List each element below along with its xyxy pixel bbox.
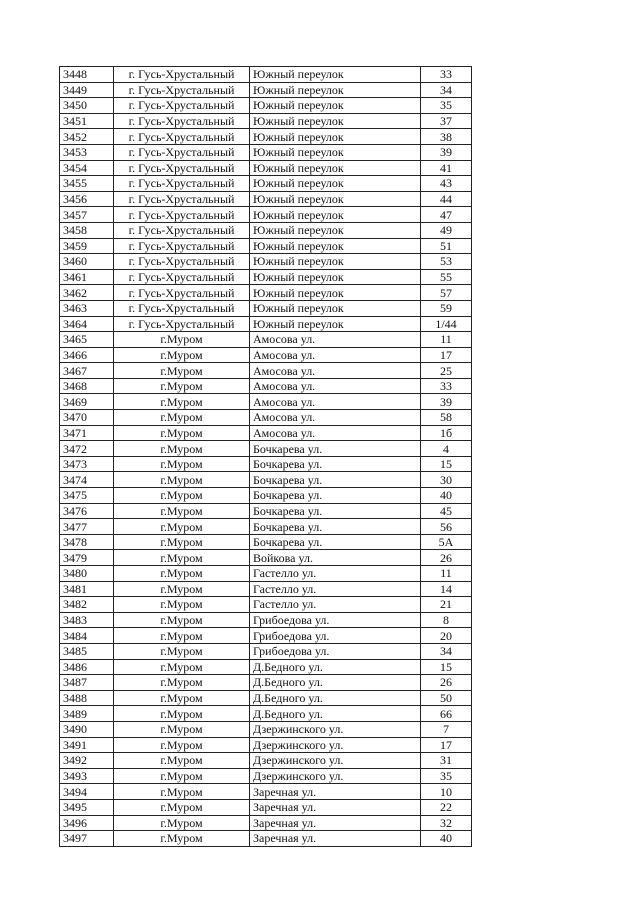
street-cell: Южный переулок bbox=[250, 300, 421, 316]
city-cell: г.Муром bbox=[114, 737, 250, 753]
city-cell: г.Муром bbox=[114, 721, 250, 737]
house-number-cell: 8 bbox=[421, 612, 472, 628]
row-number-cell: 3464 bbox=[60, 316, 114, 332]
row-number-cell: 3476 bbox=[60, 503, 114, 519]
street-cell: Д.Бедного ул. bbox=[250, 659, 421, 675]
house-number-cell: 1/44 bbox=[421, 316, 472, 332]
street-cell: Гастелло ул. bbox=[250, 566, 421, 582]
street-cell: Амосова ул. bbox=[250, 347, 421, 363]
house-number-cell: 45 bbox=[421, 503, 472, 519]
street-cell: Дзержинского ул. bbox=[250, 721, 421, 737]
street-cell: Южный переулок bbox=[250, 254, 421, 270]
table-row bbox=[60, 176, 472, 192]
row-number-cell: 3455 bbox=[60, 176, 114, 192]
street-cell: Амосова ул. bbox=[250, 425, 421, 441]
street-cell: Гастелло ул. bbox=[250, 597, 421, 613]
city-cell: г.Муром bbox=[114, 347, 250, 363]
street-cell: Войкова ул. bbox=[250, 550, 421, 566]
table-row bbox=[60, 254, 472, 270]
city-cell: г.Муром bbox=[114, 581, 250, 597]
city-cell: г.Муром bbox=[114, 768, 250, 784]
row-number-cell: 3493 bbox=[60, 768, 114, 784]
row-number-cell: 3452 bbox=[60, 129, 114, 145]
table-row bbox=[60, 363, 472, 379]
city-cell: г.Муром bbox=[114, 441, 250, 457]
row-number-cell: 3458 bbox=[60, 222, 114, 238]
city-cell: г.Муром bbox=[114, 488, 250, 504]
city-cell: г. Гусь-Хрустальный bbox=[114, 285, 250, 301]
street-cell: Амосова ул. bbox=[250, 394, 421, 410]
city-cell: г.Муром bbox=[114, 815, 250, 831]
city-cell: г. Гусь-Хрустальный bbox=[114, 207, 250, 223]
city-cell: г.Муром bbox=[114, 784, 250, 800]
row-number-cell: 3467 bbox=[60, 363, 114, 379]
table-row bbox=[60, 799, 472, 815]
row-number-cell: 3488 bbox=[60, 690, 114, 706]
table-row bbox=[60, 378, 472, 394]
house-number-cell: 22 bbox=[421, 799, 472, 815]
city-cell: г.Муром bbox=[114, 628, 250, 644]
street-cell: Южный переулок bbox=[250, 67, 421, 83]
table-row bbox=[60, 82, 472, 98]
city-cell: г.Муром bbox=[114, 659, 250, 675]
table-row bbox=[60, 191, 472, 207]
table-row bbox=[60, 503, 472, 519]
table-row bbox=[60, 238, 472, 254]
street-cell: Заречная ул. bbox=[250, 784, 421, 800]
house-number-cell: 34 bbox=[421, 82, 472, 98]
street-cell: Бочкарева ул. bbox=[250, 456, 421, 472]
house-number-cell: 59 bbox=[421, 300, 472, 316]
street-cell: Южный переулок bbox=[250, 98, 421, 114]
city-cell: г.Муром bbox=[114, 456, 250, 472]
house-number-cell: 33 bbox=[421, 67, 472, 83]
table-row bbox=[60, 534, 472, 550]
house-number-cell: 11 bbox=[421, 332, 472, 348]
city-cell: г.Муром bbox=[114, 690, 250, 706]
city-cell: г.Муром bbox=[114, 799, 250, 815]
street-cell: Южный переулок bbox=[250, 316, 421, 332]
street-cell: Южный переулок bbox=[250, 176, 421, 192]
row-number-cell: 3463 bbox=[60, 300, 114, 316]
city-cell: г. Гусь-Хрустальный bbox=[114, 191, 250, 207]
house-number-cell: 20 bbox=[421, 628, 472, 644]
row-number-cell: 3489 bbox=[60, 706, 114, 722]
table-row bbox=[60, 488, 472, 504]
table-row bbox=[60, 628, 472, 644]
city-cell: г.Муром bbox=[114, 831, 250, 847]
city-cell: г.Муром bbox=[114, 675, 250, 691]
city-cell: г.Муром bbox=[114, 332, 250, 348]
row-number-cell: 3448 bbox=[60, 67, 114, 83]
row-number-cell: 3482 bbox=[60, 597, 114, 613]
city-cell: г.Муром bbox=[114, 550, 250, 566]
row-number-cell: 3473 bbox=[60, 456, 114, 472]
street-cell: Южный переулок bbox=[250, 82, 421, 98]
table-row bbox=[60, 456, 472, 472]
city-cell: г.Муром bbox=[114, 425, 250, 441]
table-row bbox=[60, 441, 472, 457]
house-number-cell: 53 bbox=[421, 254, 472, 270]
row-number-cell: 3487 bbox=[60, 675, 114, 691]
house-number-cell: 5А bbox=[421, 534, 472, 550]
city-cell: г. Гусь-Хрустальный bbox=[114, 254, 250, 270]
house-number-cell: 25 bbox=[421, 363, 472, 379]
row-number-cell: 3468 bbox=[60, 378, 114, 394]
city-cell: г.Муром bbox=[114, 363, 250, 379]
row-number-cell: 3486 bbox=[60, 659, 114, 675]
street-cell: Бочкарева ул. bbox=[250, 441, 421, 457]
city-cell: г. Гусь-Хрустальный bbox=[114, 222, 250, 238]
row-number-cell: 3471 bbox=[60, 425, 114, 441]
house-number-cell: 31 bbox=[421, 753, 472, 769]
address-table bbox=[59, 66, 472, 847]
table-row bbox=[60, 113, 472, 129]
street-cell: Дзержинского ул. bbox=[250, 737, 421, 753]
row-number-cell: 3490 bbox=[60, 721, 114, 737]
table-row bbox=[60, 659, 472, 675]
street-cell: Дзержинского ул. bbox=[250, 768, 421, 784]
house-number-cell: 34 bbox=[421, 643, 472, 659]
house-number-cell: 66 bbox=[421, 706, 472, 722]
table-row bbox=[60, 347, 472, 363]
table-row bbox=[60, 784, 472, 800]
table-row bbox=[60, 144, 472, 160]
street-cell: Амосова ул. bbox=[250, 332, 421, 348]
house-number-cell: 1б bbox=[421, 425, 472, 441]
city-cell: г. Гусь-Хрустальный bbox=[114, 82, 250, 98]
house-number-cell: 35 bbox=[421, 98, 472, 114]
house-number-cell: 55 bbox=[421, 269, 472, 285]
row-number-cell: 3459 bbox=[60, 238, 114, 254]
table-row bbox=[60, 207, 472, 223]
street-cell: Южный переулок bbox=[250, 160, 421, 176]
house-number-cell: 44 bbox=[421, 191, 472, 207]
city-cell: г.Муром bbox=[114, 394, 250, 410]
table-body bbox=[60, 67, 472, 847]
house-number-cell: 40 bbox=[421, 488, 472, 504]
row-number-cell: 3465 bbox=[60, 332, 114, 348]
house-number-cell: 4 bbox=[421, 441, 472, 457]
table-row bbox=[60, 675, 472, 691]
table-row bbox=[60, 394, 472, 410]
house-number-cell: 30 bbox=[421, 472, 472, 488]
table-row bbox=[60, 316, 472, 332]
table-row bbox=[60, 300, 472, 316]
street-cell: Дзержинского ул. bbox=[250, 753, 421, 769]
row-number-cell: 3457 bbox=[60, 207, 114, 223]
table-row bbox=[60, 612, 472, 628]
street-cell: Грибоедова ул. bbox=[250, 643, 421, 659]
table-row bbox=[60, 269, 472, 285]
table-row bbox=[60, 831, 472, 847]
house-number-cell: 43 bbox=[421, 176, 472, 192]
table-row bbox=[60, 768, 472, 784]
city-cell: г.Муром bbox=[114, 534, 250, 550]
row-number-cell: 3450 bbox=[60, 98, 114, 114]
city-cell: г.Муром bbox=[114, 706, 250, 722]
street-cell: Грибоедова ул. bbox=[250, 628, 421, 644]
row-number-cell: 3496 bbox=[60, 815, 114, 831]
city-cell: г.Муром bbox=[114, 643, 250, 659]
table-row bbox=[60, 410, 472, 426]
table-row bbox=[60, 222, 472, 238]
city-cell: г. Гусь-Хрустальный bbox=[114, 176, 250, 192]
street-cell: Д.Бедного ул. bbox=[250, 706, 421, 722]
row-number-cell: 3462 bbox=[60, 285, 114, 301]
house-number-cell: 56 bbox=[421, 519, 472, 535]
row-number-cell: 3497 bbox=[60, 831, 114, 847]
house-number-cell: 33 bbox=[421, 378, 472, 394]
house-number-cell: 17 bbox=[421, 737, 472, 753]
street-cell: Амосова ул. bbox=[250, 410, 421, 426]
table-row bbox=[60, 737, 472, 753]
house-number-cell: 38 bbox=[421, 129, 472, 145]
house-number-cell: 14 bbox=[421, 581, 472, 597]
city-cell: г. Гусь-Хрустальный bbox=[114, 300, 250, 316]
house-number-cell: 21 bbox=[421, 597, 472, 613]
city-cell: г.Муром bbox=[114, 566, 250, 582]
row-number-cell: 3451 bbox=[60, 113, 114, 129]
city-cell: г. Гусь-Хрустальный bbox=[114, 98, 250, 114]
row-number-cell: 3456 bbox=[60, 191, 114, 207]
city-cell: г.Муром bbox=[114, 519, 250, 535]
house-number-cell: 39 bbox=[421, 144, 472, 160]
house-number-cell: 51 bbox=[421, 238, 472, 254]
row-number-cell: 3449 bbox=[60, 82, 114, 98]
table-row bbox=[60, 285, 472, 301]
city-cell: г. Гусь-Хрустальный bbox=[114, 129, 250, 145]
house-number-cell: 40 bbox=[421, 831, 472, 847]
row-number-cell: 3472 bbox=[60, 441, 114, 457]
house-number-cell: 26 bbox=[421, 550, 472, 566]
row-number-cell: 3494 bbox=[60, 784, 114, 800]
city-cell: г. Гусь-Хрустальный bbox=[114, 144, 250, 160]
table-row bbox=[60, 332, 472, 348]
table-row bbox=[60, 566, 472, 582]
row-number-cell: 3495 bbox=[60, 799, 114, 815]
table-row bbox=[60, 721, 472, 737]
house-number-cell: 15 bbox=[421, 659, 472, 675]
house-number-cell: 17 bbox=[421, 347, 472, 363]
house-number-cell: 32 bbox=[421, 815, 472, 831]
street-cell: Бочкарева ул. bbox=[250, 534, 421, 550]
street-cell: Гастелло ул. bbox=[250, 581, 421, 597]
street-cell: Бочкарева ул. bbox=[250, 519, 421, 535]
city-cell: г.Муром bbox=[114, 503, 250, 519]
table-row bbox=[60, 815, 472, 831]
table-row bbox=[60, 425, 472, 441]
row-number-cell: 3474 bbox=[60, 472, 114, 488]
city-cell: г.Муром bbox=[114, 612, 250, 628]
row-number-cell: 3478 bbox=[60, 534, 114, 550]
row-number-cell: 3470 bbox=[60, 410, 114, 426]
street-cell: Южный переулок bbox=[250, 222, 421, 238]
table-row bbox=[60, 643, 472, 659]
row-number-cell: 3460 bbox=[60, 254, 114, 270]
street-cell: Д.Бедного ул. bbox=[250, 690, 421, 706]
row-number-cell: 3491 bbox=[60, 737, 114, 753]
street-cell: Южный переулок bbox=[250, 144, 421, 160]
table-row bbox=[60, 160, 472, 176]
table-row bbox=[60, 129, 472, 145]
house-number-cell: 47 bbox=[421, 207, 472, 223]
street-cell: Бочкарева ул. bbox=[250, 488, 421, 504]
table-row bbox=[60, 597, 472, 613]
street-cell: Заречная ул. bbox=[250, 831, 421, 847]
city-cell: г. Гусь-Хрустальный bbox=[114, 316, 250, 332]
street-cell: Южный переулок bbox=[250, 207, 421, 223]
street-cell: Заречная ул. bbox=[250, 799, 421, 815]
row-number-cell: 3453 bbox=[60, 144, 114, 160]
table-row bbox=[60, 519, 472, 535]
house-number-cell: 15 bbox=[421, 456, 472, 472]
street-cell: Южный переулок bbox=[250, 269, 421, 285]
table-row bbox=[60, 550, 472, 566]
row-number-cell: 3466 bbox=[60, 347, 114, 363]
city-cell: г. Гусь-Хрустальный bbox=[114, 160, 250, 176]
house-number-cell: 11 bbox=[421, 566, 472, 582]
street-cell: Южный переулок bbox=[250, 285, 421, 301]
city-cell: г.Муром bbox=[114, 378, 250, 394]
house-number-cell: 50 bbox=[421, 690, 472, 706]
street-cell: Южный переулок bbox=[250, 129, 421, 145]
table-row bbox=[60, 472, 472, 488]
row-number-cell: 3492 bbox=[60, 753, 114, 769]
row-number-cell: 3454 bbox=[60, 160, 114, 176]
row-number-cell: 3480 bbox=[60, 566, 114, 582]
house-number-cell: 35 bbox=[421, 768, 472, 784]
house-number-cell: 26 bbox=[421, 675, 472, 691]
street-cell: Грибоедова ул. bbox=[250, 612, 421, 628]
table-row bbox=[60, 67, 472, 83]
house-number-cell: 41 bbox=[421, 160, 472, 176]
street-cell: Амосова ул. bbox=[250, 378, 421, 394]
house-number-cell: 57 bbox=[421, 285, 472, 301]
city-cell: г.Муром bbox=[114, 410, 250, 426]
row-number-cell: 3469 bbox=[60, 394, 114, 410]
city-cell: г.Муром bbox=[114, 472, 250, 488]
city-cell: г.Муром bbox=[114, 597, 250, 613]
house-number-cell: 39 bbox=[421, 394, 472, 410]
table-row bbox=[60, 581, 472, 597]
row-number-cell: 3483 bbox=[60, 612, 114, 628]
street-cell: Южный переулок bbox=[250, 113, 421, 129]
street-cell: Амосова ул. bbox=[250, 363, 421, 379]
row-number-cell: 3481 bbox=[60, 581, 114, 597]
street-cell: Бочкарева ул. bbox=[250, 503, 421, 519]
street-cell: Заречная ул. bbox=[250, 815, 421, 831]
house-number-cell: 37 bbox=[421, 113, 472, 129]
row-number-cell: 3485 bbox=[60, 643, 114, 659]
house-number-cell: 7 bbox=[421, 721, 472, 737]
street-cell: Южный переулок bbox=[250, 191, 421, 207]
city-cell: г.Муром bbox=[114, 753, 250, 769]
table-row bbox=[60, 706, 472, 722]
row-number-cell: 3484 bbox=[60, 628, 114, 644]
street-cell: Южный переулок bbox=[250, 238, 421, 254]
table-row bbox=[60, 690, 472, 706]
table-row bbox=[60, 98, 472, 114]
row-number-cell: 3479 bbox=[60, 550, 114, 566]
street-cell: Бочкарева ул. bbox=[250, 472, 421, 488]
city-cell: г. Гусь-Хрустальный bbox=[114, 238, 250, 254]
table-row bbox=[60, 753, 472, 769]
city-cell: г. Гусь-Хрустальный bbox=[114, 113, 250, 129]
city-cell: г. Гусь-Хрустальный bbox=[114, 67, 250, 83]
house-number-cell: 58 bbox=[421, 410, 472, 426]
house-number-cell: 10 bbox=[421, 784, 472, 800]
row-number-cell: 3477 bbox=[60, 519, 114, 535]
city-cell: г. Гусь-Хрустальный bbox=[114, 269, 250, 285]
row-number-cell: 3475 bbox=[60, 488, 114, 504]
row-number-cell: 3461 bbox=[60, 269, 114, 285]
house-number-cell: 49 bbox=[421, 222, 472, 238]
street-cell: Д.Бедного ул. bbox=[250, 675, 421, 691]
